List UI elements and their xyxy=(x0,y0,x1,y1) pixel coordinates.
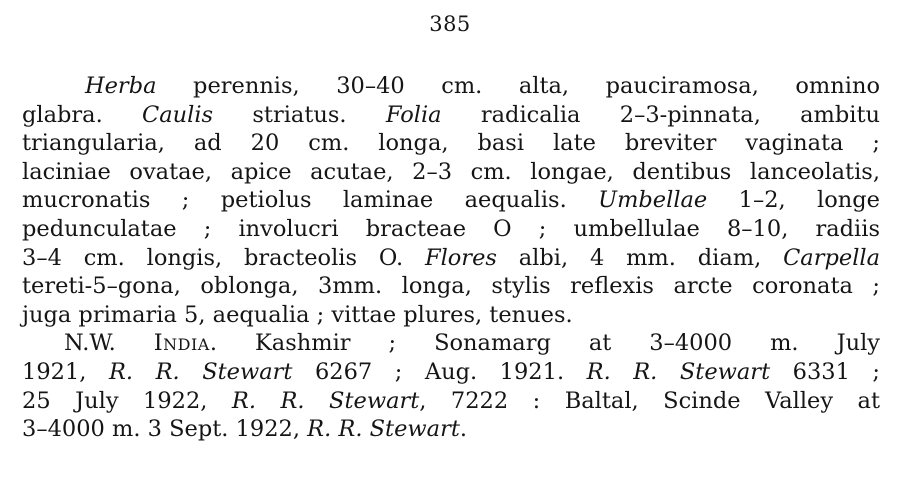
collector-name: R. R. Stewart xyxy=(108,358,293,385)
description-line-3: triangularia, ad 20 cm. longa, basi late breviter vaginata ; xyxy=(22,130,880,157)
description-line-9: juga primaria 5, aequalia ; vittae plures, tenues. xyxy=(22,301,573,328)
description-line-7: 3–4 cm. longis, bracteolis O. Flores albi, 4 mm. diam, Carpella xyxy=(22,244,881,271)
description-line-6: pedunculatae ; involucri bracteae O ; umbellulae 8–10, radiis xyxy=(22,215,880,242)
genus-term-herba: Herba xyxy=(85,73,157,99)
description-line-4: laciniae ovatae, apice acutae, 2–3 cm. longae, dentibus lanceolatis, xyxy=(22,158,880,185)
collector-name: R. R. Stewart xyxy=(307,416,460,443)
description-line-2: glabra. Caulis striatus. Folia radicalia 2–3-pinnata, ambitu xyxy=(22,101,881,128)
collector-name: R. R. Stewart xyxy=(586,358,771,385)
species-description xyxy=(22,72,880,444)
distribution-line-1: N.W. India. Kashmir ; Sonamarg at 3–4000 m. July xyxy=(64,330,880,357)
description-line-5: mucronatis ; petiolus laminae aequalis. Umbellae 1–2, longe xyxy=(22,187,880,214)
region-name: India xyxy=(153,330,210,357)
description-line-8: tereti-5–gona, oblonga, 3mm. longa, stylis reflexis arcte coronata ; xyxy=(22,273,880,300)
distribution-line-2: 1921, R. R. Stewart 6267 ; Aug. 1921. R. R. Stewart 6331 ; xyxy=(22,358,881,385)
distribution-line-4: 3–4000 m. 3 Sept. 1922, R. R. Stewart. xyxy=(22,416,468,443)
page-number: 385 xyxy=(429,12,471,36)
distribution-line-3: 25 July 1922, R. R. Stewart, 7222 : Baltal, Scinde Valley at xyxy=(22,387,881,414)
collector-name: R. R. Stewart xyxy=(231,387,420,414)
description-line-1: Herba perennis, 30–40 cm. alta, pauciramosa, omnino xyxy=(85,73,880,99)
